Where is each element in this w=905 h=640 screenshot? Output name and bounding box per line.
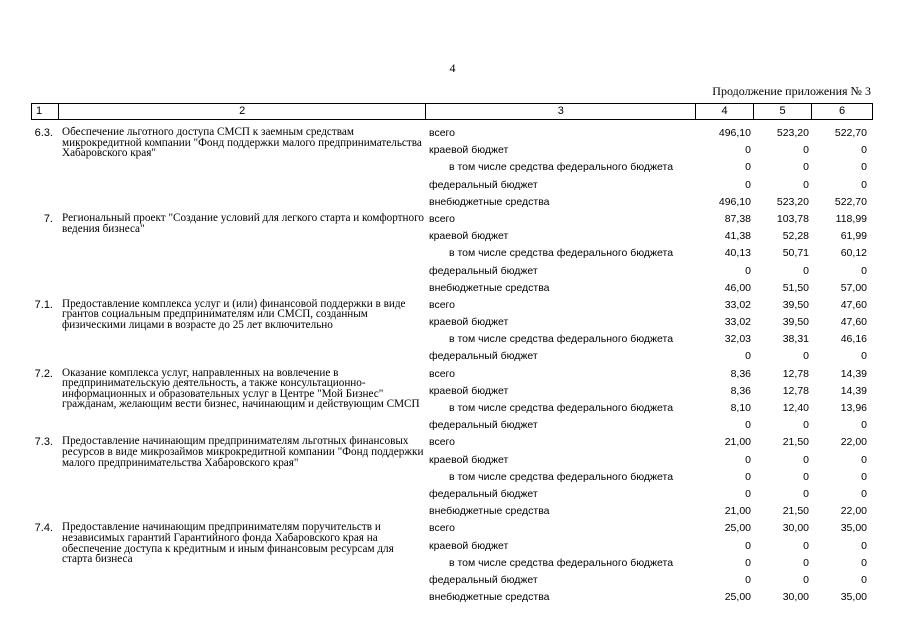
table-row [31,297,873,366]
table-row [31,520,873,606]
value-v6: 14,39 [840,384,867,397]
value-v5: 0 [803,419,809,432]
table-row [31,211,873,297]
value-v6: 522,70 [834,195,867,208]
row-number: 6.3. [34,127,53,139]
value-v5: 0 [803,539,809,552]
funding-source-label: в том числе средства федерального бюджета [449,161,674,174]
row-name: Предоставление комплекса услуг и (или) финансовой поддержки в виде грантов социальным предпринимателям или СМСП, созданным физическими лицами в возрасте до 25 лет включительно [62,297,406,332]
column-number-2: 2 [58,104,426,120]
funding-source-label: внебюджетные средства [429,281,550,294]
funding-line [31,400,873,417]
funding-line [31,469,873,486]
funding-source-label: всего [429,212,455,225]
funding-source-label: всего [429,127,455,139]
value-v6: 0 [861,350,867,363]
value-v6: 22,00 [840,436,867,449]
value-v4: 33,02 [724,298,751,311]
row-name: Региональный проект "Создание условий для легкого старта и комфортного ведения бизнеса" [62,211,424,235]
funding-line [31,503,873,520]
funding-line [31,194,873,211]
value-v5: 0 [803,350,809,363]
table-row [31,125,873,211]
funding-line [31,142,873,159]
value-v4: 0 [745,350,751,363]
funding-line [31,383,873,400]
value-v6: 0 [861,487,867,500]
value-v5: 0 [803,487,809,500]
value-v5: 30,00 [782,522,809,535]
funding-source-label: всего [429,522,455,535]
value-v6: 0 [861,419,867,432]
funding-source-label: всего [429,298,455,311]
value-v6: 0 [861,470,867,483]
value-v5: 12,78 [782,367,809,380]
value-v4: 8,36 [730,384,751,397]
value-v6: 0 [861,556,867,569]
column-number-4: 4 [696,104,754,120]
table-body [31,125,873,606]
table-row [31,366,873,435]
row-name: Предоставление начинающим предпринимателям поручительств и независимых гарантий Гарантийного фонда Хабаровского края на обеспечение доступа к кредитным и иным финансовым ресурсам для старта бизнеса [62,521,394,566]
funding-line [31,366,873,383]
column-number-1: 1 [32,104,59,120]
funding-source-label: всего [429,367,455,380]
row-number: 7.2. [34,367,53,380]
value-v6: 522,70 [834,127,867,139]
funding-line [31,572,873,589]
value-v4: 46,00 [724,281,751,294]
value-v5: 0 [803,573,809,586]
value-v5: 51,50 [782,281,809,294]
row-name: Обеспечение льготного доступа СМСП к заемным средствам микрокредитной компании "Фонд поддержки малого предпринимательства Хабаровского края" [62,126,422,160]
column-number-5: 5 [754,104,812,120]
value-v4: 33,02 [724,316,751,329]
funding-line [31,452,873,469]
value-v6: 0 [861,573,867,586]
funding-line [31,520,873,537]
funding-source-label: внебюджетные средства [429,591,550,604]
value-v5: 52,28 [782,230,809,243]
value-v4: 0 [745,178,751,191]
value-v6: 118,99 [835,212,867,225]
funding-source-label: всего [429,436,455,449]
funding-line [31,297,873,314]
value-v4: 87,38 [724,212,751,225]
value-v5: 21,50 [782,505,809,518]
value-v5: 0 [803,178,809,191]
appendix-continuation-note: Продолжение приложения № 3 [712,84,871,98]
funding-source-label: краевой бюджет [429,144,509,157]
value-v4: 0 [745,419,751,432]
funding-source-label: внебюджетные средства [429,505,550,518]
value-v5: 0 [803,144,809,157]
value-v4: 0 [745,487,751,500]
value-v6: 35,00 [840,522,867,535]
value-v4: 496,10 [718,127,751,139]
value-v5: 50,71 [782,247,809,260]
funding-line [31,331,873,348]
column-number-6: 6 [812,104,873,120]
value-v6: 47,60 [840,298,867,311]
value-v5: 0 [803,161,809,174]
funding-line [31,589,873,606]
value-v4: 41,38 [724,230,751,243]
value-v4: 25,00 [724,591,751,604]
funding-source-label: краевой бюджет [429,316,509,329]
value-v4: 21,00 [724,505,751,518]
value-v4: 0 [745,539,751,552]
row-name: Оказание комплекса услуг, направленных на вовлечение в предпринимательскую деятельность, а также консультационно-информационных и образовательных услуг в Центре "Мой Бизнес" гражданам, желающим вести бизнес, начинающим и действующим СМСП [62,366,420,411]
value-v4: 8,36 [730,367,751,380]
value-v6: 57,00 [840,281,867,294]
value-v4: 32,03 [724,333,751,346]
funding-source-label: краевой бюджет [429,384,509,397]
value-v5: 0 [803,556,809,569]
value-v4: 40,13 [724,247,751,260]
value-v4: 0 [745,470,751,483]
funding-source-label: в том числе средства федерального бюджета [449,247,674,260]
funding-line [31,177,873,194]
row-number: 7.1. [34,298,53,311]
value-v6: 47,60 [840,316,867,329]
funding-line [31,538,873,555]
value-v4: 0 [745,264,751,277]
funding-source-label: внебюджетные средства [429,195,550,208]
value-v4: 0 [745,556,751,569]
value-v6: 0 [861,161,867,174]
value-v5: 0 [803,264,809,277]
funding-source-label: федеральный бюджет [429,350,538,363]
value-v5: 12,40 [782,402,809,414]
value-v4: 25,00 [724,522,751,535]
value-v5: 523,20 [776,195,809,208]
value-v6: 22,00 [840,505,867,518]
funding-line [31,555,873,572]
value-v5: 21,50 [782,436,809,449]
value-v6: 35,00 [840,591,867,604]
value-v6: 0 [861,539,867,552]
value-v6: 13,96 [840,402,867,414]
value-v4: 496,10 [718,195,751,208]
funding-source-label: в том числе средства федерального бюджета [449,333,674,346]
value-v5: 38,31 [782,333,809,346]
funding-source-label: федеральный бюджет [429,178,538,191]
value-v5: 103,78 [776,212,809,225]
value-v6: 0 [861,144,867,157]
funding-source-label: федеральный бюджет [429,419,538,432]
table-row [31,434,873,520]
value-v6: 60,12 [840,247,867,260]
value-v5: 39,50 [782,316,809,329]
funding-source-label: в том числе средства федерального бюджета [449,556,674,569]
value-v6: 61,99 [840,230,867,243]
value-v6: 46,16 [840,333,867,346]
funding-line [31,211,873,228]
funding-source-label: краевой бюджет [429,230,509,243]
value-v6: 0 [861,264,867,277]
funding-line [31,348,873,365]
value-v4: 0 [745,144,751,157]
funding-line [31,245,873,262]
value-v6: 14,39 [840,367,867,380]
value-v6: 0 [861,453,867,466]
value-v5: 39,50 [782,298,809,311]
value-v4: 0 [745,573,751,586]
funding-source-label: в том числе средства федерального бюджета [449,402,674,414]
row-number: 7. [43,212,53,225]
value-v4: 0 [745,453,751,466]
funding-line [31,434,873,451]
funding-line [31,417,873,434]
funding-source-label: краевой бюджет [429,453,509,466]
value-v5: 12,78 [782,384,809,397]
table-header [31,103,873,120]
row-number: 7.4. [34,522,53,535]
funding-source-label: федеральный бюджет [429,487,538,500]
funding-line [31,263,873,280]
row-number: 7.3. [34,436,53,449]
value-v6: 0 [861,178,867,191]
value-v4: 21,00 [724,436,751,449]
value-v5: 523,20 [776,127,809,139]
column-number-3: 3 [426,104,696,120]
value-v4: 8,10 [730,402,751,414]
funding-line [31,280,873,297]
funding-line [31,125,873,142]
value-v5: 0 [803,453,809,466]
page-number: 4 [449,61,456,75]
value-v5: 0 [803,470,809,483]
funding-line [31,486,873,503]
funding-line [31,228,873,245]
funding-source-label: в том числе средства федерального бюджета [449,470,674,483]
row-name: Предоставление начинающим предпринимателям льготных финансовых ресурсов в виде микрозаймов микрокредитной компании "Фонд поддержки малого предпринимательства Хабаровского края" [62,435,424,469]
funding-line [31,314,873,331]
funding-source-label: федеральный бюджет [429,264,538,277]
value-v4: 0 [745,161,751,174]
funding-source-label: федеральный бюджет [429,573,538,586]
funding-source-label: краевой бюджет [429,539,509,552]
funding-line [31,159,873,176]
value-v5: 30,00 [782,591,809,604]
